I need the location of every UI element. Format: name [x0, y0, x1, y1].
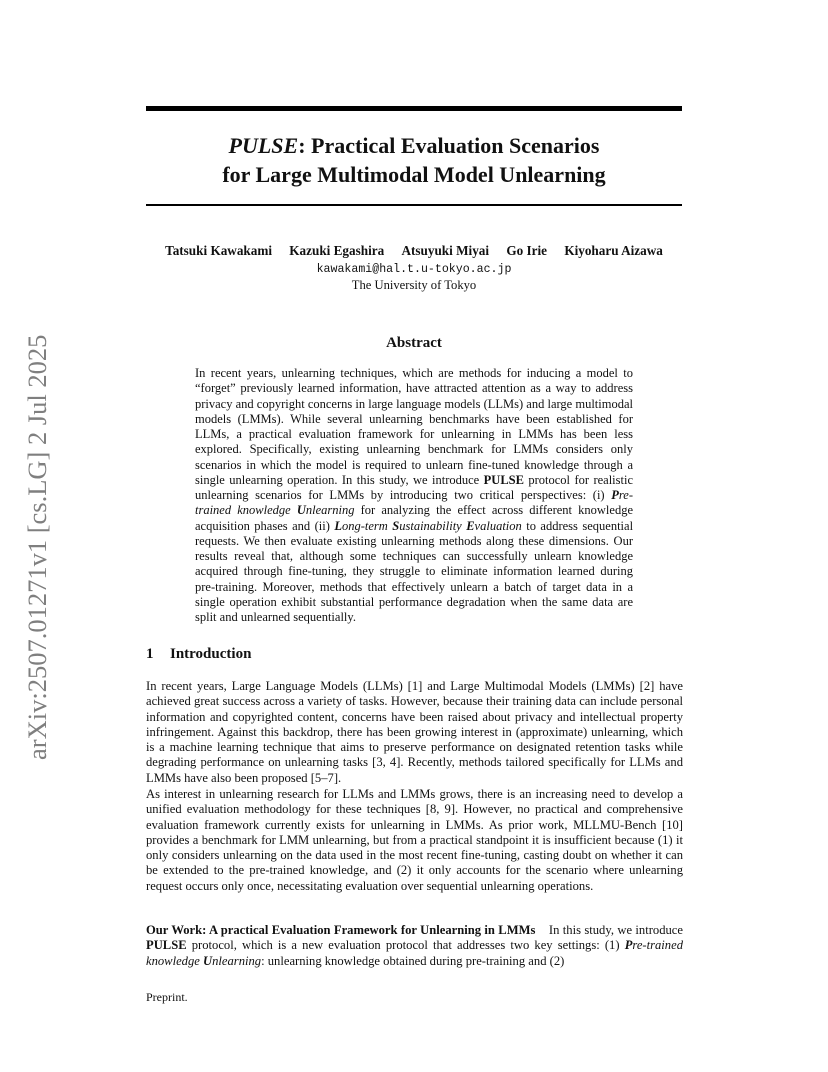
abstract-heading: Abstract — [386, 335, 442, 351]
intro-paragraph: In recent years, Large Language Models (LLMs) [1] and Large Multimodal Models (LMMs) [2] have achieved great success across a variety of tasks. However, because their training data can include personal information and copyrighted content, concerns have been raised about privacy and intellectual property infringement. Against this backdrop, there has been growing interest in (approximate) unlearning, which is a machine learning technique that aims to preserve performance on designated retention tasks while degrading performance on unlearning tasks [3, 4]. Recently, methods tailored specifically for LLMs and LMMs have also been proposed [5–7]. — [146, 679, 683, 785]
paragraph-text: : unlearning knowledge obtained during pre-training and (2) — [261, 953, 565, 968]
title-bottom-rule — [146, 204, 682, 206]
author-name: Atsuyuki Miyai — [401, 243, 490, 258]
abstract-text: to address sequential requests. We then evaluate existing unlearning methods along these dimensions. Our results reveal that, although some techniques can successfully unlearn knowledge acquired through fine-tuning, they struggle to eliminate information learned during pre-training. Moreover, methods that effectively unlearn a batch of target data in a single operation exhibit substantial performance degradation when the same data are split and unlearned sequentially. — [195, 518, 634, 624]
lts-text: ustainability — [399, 518, 467, 533]
title-acronym: PULSE — [228, 133, 299, 158]
author-name: Kazuki Egashira — [289, 243, 385, 258]
ptu-initial: U — [203, 953, 213, 968]
pulse-term: PULSE — [146, 938, 187, 953]
author-name: Kiyoharu Aizawa — [564, 243, 663, 258]
lts-initial: L — [334, 518, 342, 533]
paragraph-text: protocol, which is a new evaluation protocol that addresses two key settings: (1) — [191, 938, 620, 953]
title-line1-rest: : Practical Evaluation Scenarios — [298, 133, 600, 158]
abstract-text: for analyzing the effect across different knowledge acquisition phases and (ii) — [195, 503, 633, 533]
title-top-rule — [146, 106, 682, 111]
paragraph-text: In this study, we introduce — [548, 923, 683, 937]
lts-text: ong-term — [341, 518, 393, 533]
pulse-term: PULSE — [483, 472, 524, 487]
abstract-body — [195, 366, 633, 625]
author-list — [146, 242, 682, 260]
section-heading-introduction — [146, 645, 251, 663]
paragraph-heading: Our Work: A practical Evaluation Framework for Unlearning in LMMs — [146, 923, 536, 937]
footer-note: Preprint. — [146, 990, 188, 1004]
arxiv-sidebar-stamp: arXiv:2507.01271v1 [cs.LG] 2 Jul 2025 — [22, 334, 52, 760]
paper-title — [146, 131, 682, 189]
lts-initial: E — [466, 518, 475, 533]
ptu-initial: U — [296, 503, 306, 518]
ptu-text: re-trained knowledge — [195, 488, 633, 518]
section-title: Introduction — [170, 646, 252, 662]
ptu-text: nlearning — [212, 953, 262, 968]
abstract-text: protocol for realistic unlearning scenarios for LMMs by introducing two critical perspectives: (i) — [195, 472, 634, 502]
intro-paragraph-our-work — [146, 923, 683, 969]
title-line2: for Large Multimodal Model Unlearning — [222, 162, 606, 187]
ptu-initial: P — [611, 488, 619, 502]
ptu-text: nlearning — [305, 503, 355, 518]
intro-paragraph: As interest in unlearning research for LLMs and LMMs grows, there is an increasing need to develop a unified evaluation methodology for these techniques [8, 9]. However, no practical and comprehensive evaluation framework currently exists for unlearning in LMMs. As prior work, MLLMU-Bench [10] provides a benchmark for LMM unlearning, but from a practical standpoint it is insufficient because (1) it only considers unlearning on the data used in the most recent fine-tuning, casting doubt on whether it can be extended to the pre-trained knowledge, and (2) it only accounts for the scenario where unlearning request occurs only once, necessitating evaluation over sequential unlearning operations. — [146, 787, 683, 893]
abstract-text: In recent years, unlearning techniques, which are methods for inducing a model to “forget” previously learned information, have attracted attention as a way to address privacy and copyright concerns in large language models (LLMs) and large multimodal models (LMMs). While several unlearning benchmarks have been established for LLMs, a practical evaluation framework for unlearning in LMMs has been less explored. Specifically, existing unlearning benchmark for LMMs considers only scenarios in which the model is required to unlearn fine-tuned knowledge through a single unlearning operation. In this study, we introduce — [195, 366, 633, 487]
author-email: kawakami@hal.t.u-tokyo.ac.jp — [316, 263, 512, 276]
author-name: Tatsuki Kawakami — [165, 243, 272, 258]
lts-initial: S — [392, 518, 400, 533]
ptu-text: re-trained knowledge — [146, 938, 683, 968]
author-affiliation: The University of Tokyo — [351, 278, 477, 292]
lts-text: valuation — [474, 518, 522, 533]
section-number: 1 — [146, 646, 154, 662]
author-name: Go Irie — [506, 243, 548, 258]
ptu-initial: P — [624, 938, 633, 953]
lts-term — [334, 519, 521, 533]
